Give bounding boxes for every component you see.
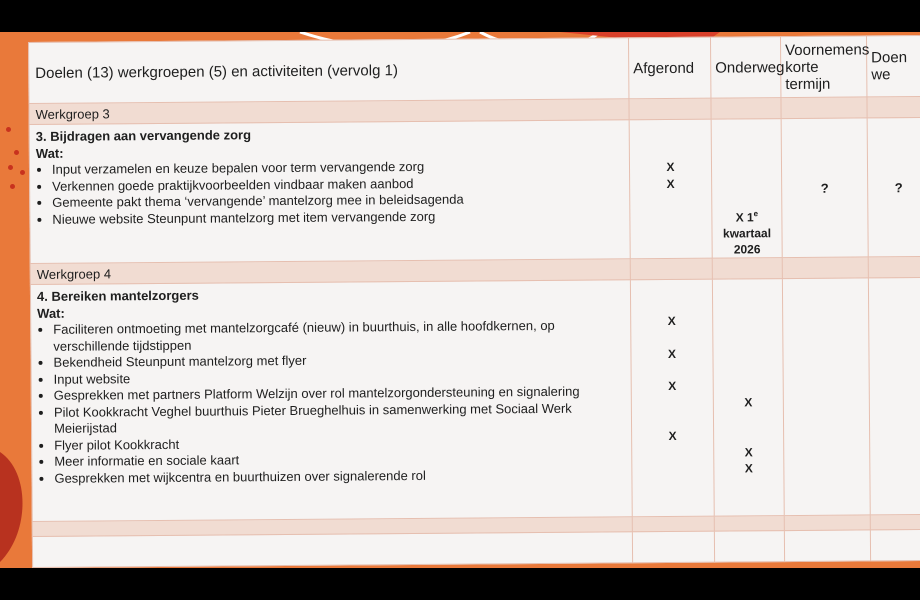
status-mark: X	[744, 461, 753, 476]
afgrond-cell	[630, 279, 714, 517]
group-description	[29, 120, 630, 264]
list-item: • Gemeente pakt thema ‘vervangende’ mantelzorg mee in beleidsagenda	[52, 190, 623, 211]
column-header-onderweg: Onderweg	[710, 37, 780, 99]
column-header-voornemens: Voornemens korte termijn	[780, 36, 866, 98]
status-mark: X	[744, 444, 753, 459]
decorative-dot	[10, 184, 15, 189]
column-header-doen-we: Doen we	[866, 35, 920, 96]
list-item: • Verkennen goede praktijkvoorbeelden vindbaar maken aanbod	[52, 174, 623, 195]
status-mark: X	[666, 159, 675, 174]
status-mark: X	[668, 378, 677, 393]
table-row	[29, 117, 920, 263]
decorative-dot	[14, 150, 19, 155]
table-row	[30, 277, 920, 521]
voornemens-cell	[782, 278, 870, 516]
list-item: • Pilot Kookkracht Veghel buurthuis Pieter Brueghelhuis in samenwerking met Sociaal Werk Meierijstad	[54, 400, 625, 437]
table-header-row	[29, 35, 920, 103]
onderweg-cell	[711, 119, 782, 259]
activity-list	[36, 157, 624, 228]
status-note: 2026	[733, 242, 761, 257]
list-item: • Bekendheid Steunpunt mantelzorg met flyer	[53, 350, 624, 371]
slide-sheet	[28, 35, 920, 568]
status-mark: X	[667, 346, 677, 361]
onderweg-cell	[712, 279, 784, 517]
group-name: Werkgroep 4	[30, 259, 630, 285]
ordinal-suffix: e	[753, 209, 759, 219]
doen-we-cell: ?	[867, 117, 920, 256]
status-mark: X	[666, 176, 675, 191]
status-mark: X	[668, 428, 677, 443]
list-item: • Nieuwe website Steunpunt mantelzorg met item vervangende zorg	[52, 207, 623, 228]
status-note: kwartaal	[722, 226, 772, 241]
activity-list	[37, 317, 625, 487]
section-heading: 4. Bereiken mantelzorgers	[36, 287, 199, 304]
table-row	[32, 529, 920, 567]
list-item: • Input verzamelen en keuze bepalen voor term vervangende zorg	[52, 157, 623, 178]
decorative-dot	[8, 165, 13, 170]
afgrond-cell	[629, 119, 712, 259]
decorative-dot	[6, 127, 11, 132]
list-item: • Gesprekken met partners Platform Welzijn over rol mantelzorgondersteuning en signalering	[54, 383, 625, 404]
section-heading: 3. Bijdragen aan vervangende zorg	[35, 127, 252, 144]
voornemens-cell: ?	[781, 118, 868, 258]
group-name: Werkgroep 3	[29, 99, 629, 125]
decorative-dot	[20, 170, 25, 175]
status-mark: X	[667, 313, 676, 328]
activities-table	[28, 35, 920, 568]
slide-title: Doelen (13) werkgroepen (5) en activiteiten (vervolg 1)	[29, 38, 629, 104]
list-item: • Meer informatie en sociale kaart	[54, 449, 625, 470]
doen-we-cell	[868, 277, 920, 514]
group-description	[30, 280, 632, 522]
list-item: • Flyer pilot Kookkracht	[54, 433, 625, 454]
column-header-afgerond: Afgerond	[628, 37, 710, 99]
list-item: • Faciliteren ontmoeting met mantelzorgcafé (nieuw) in buurthuis, in alle hoofdkernen, op verschillende tijdstippen	[53, 317, 624, 354]
status-mark: X	[744, 395, 753, 410]
status-mark: X 1	[735, 210, 754, 225]
projection-screen	[0, 32, 920, 568]
list-item: • Gesprekken met wijkcentra en buurthuizen over signalerende rol	[54, 466, 625, 487]
wat-label: Wat:	[35, 145, 64, 161]
list-item: • Input website	[54, 367, 625, 388]
wat-label: Wat:	[37, 305, 65, 321]
